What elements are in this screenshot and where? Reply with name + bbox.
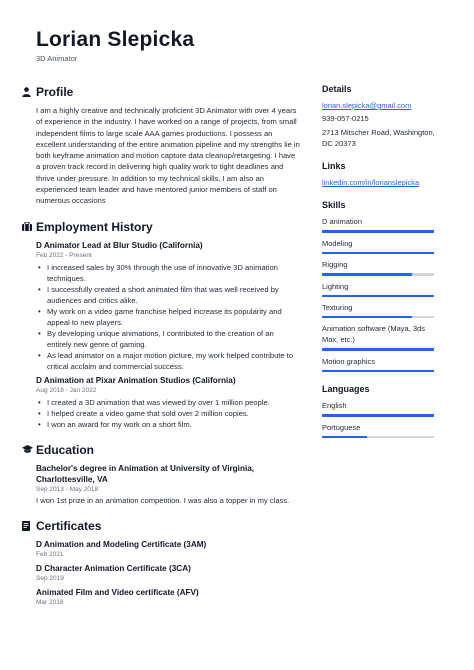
skill-level-bar <box>322 370 434 372</box>
skill-item <box>322 302 436 318</box>
certificates-section <box>22 518 300 608</box>
skill-level-fill <box>322 348 434 350</box>
skill-name: Rigging <box>322 260 348 270</box>
skills-section <box>322 200 436 372</box>
certificate-date: Mar 2018 <box>36 598 64 606</box>
details-title: Details <box>322 84 352 94</box>
skill-level-bar <box>322 273 434 275</box>
skills-title: Skills <box>322 200 346 211</box>
skill-name: Lighting <box>322 281 349 291</box>
skill-item <box>322 238 436 254</box>
certificate-entry <box>36 587 300 608</box>
skill-level-bar <box>322 230 434 232</box>
certificate-title: Animated Film and Video certificate (AFV) <box>36 587 199 597</box>
person-icon <box>22 87 36 97</box>
job-bullet: • By developing unique animations, I contributed to the creation of an entirely new genre of gaming. <box>36 328 300 350</box>
job-date: Feb 2022 - Present <box>36 251 92 259</box>
profile-section <box>22 84 300 207</box>
job-bullets <box>36 262 300 372</box>
languages-section <box>322 384 436 438</box>
skill-name: Modeling <box>322 238 353 248</box>
skill-name: D animation <box>322 217 363 227</box>
skill-level-fill <box>322 273 412 275</box>
job-bullet: • I created a 3D animation that was viewed by over 1 million people. <box>36 397 300 408</box>
job-bullet: • I won an award for my work on a short film. <box>36 419 300 430</box>
education-title: Education <box>36 442 95 457</box>
briefcase-icon <box>22 222 36 231</box>
degree-description: I won 1st prize in an animation competition. I was also a topper in my class. <box>36 495 290 505</box>
language-name: English <box>322 401 347 411</box>
email-link[interactable]: lorian.slepicka@gmail.com <box>322 101 412 110</box>
resume-header <box>36 28 194 63</box>
skill-item <box>322 323 436 350</box>
skill-level-fill <box>322 370 434 372</box>
certificate-title: D Animation and Modeling Certificate (3AM) <box>36 539 207 549</box>
profile-summary: I am a highly creative and technically proficient 3D Animator with over 4 years of experience in the industry. I have worked on a range of projects, from small independent films to large scale AAA games productions. I possess an excellent understanding of the entire animation pipeline and my strengths lie in both keyframe animation and motion capture data cleanup/retargeting. I have a proven track record in delivering high quality work to tight deadlines and thrive under pressure. In addition to my technical skills, I am also an experienced team leader and have mentored junior members of staff on numerous occasions <box>36 106 300 206</box>
candidate-job-title: 3D Animator <box>36 54 78 63</box>
skill-item <box>322 259 436 275</box>
employment-title: Employment History <box>36 219 153 234</box>
links-title: Links <box>322 161 346 172</box>
certificate-date: Feb 2021 <box>36 550 64 558</box>
education-section <box>22 442 300 506</box>
profile-title: Profile <box>36 85 74 99</box>
skill-item <box>322 356 436 372</box>
certificate-title: D Character Animation Certificate (3CA) <box>36 563 191 573</box>
skill-level-bar <box>322 252 434 254</box>
candidate-name: Lorian Slepicka <box>36 28 195 51</box>
graduation-cap-icon <box>22 445 36 454</box>
address: 2713 Mitscher Road, Washington, DC 20373 <box>322 127 435 148</box>
skill-level-fill <box>322 230 434 232</box>
education-heading <box>22 442 300 458</box>
skill-item <box>322 281 436 297</box>
degree-title: Bachelor's degree in Animation at University of Virginia, Charlottesville, VA <box>36 463 255 484</box>
job-bullet: • My work on a video game franchise helped increase its popularity and appeal to new players. <box>36 306 300 328</box>
language-item <box>322 422 436 438</box>
details-section <box>322 84 436 149</box>
certificate-entry <box>36 539 300 560</box>
skill-level-fill <box>322 295 434 297</box>
skill-level-fill <box>322 252 434 254</box>
job-title: D Animation at Pixar Animation Studios (California) <box>36 375 236 385</box>
profile-heading <box>22 84 300 100</box>
employment-section <box>22 219 300 430</box>
job-bullet: • As lead animator on a major motion picture, my work helped contribute to critical acclaim and commercial success. <box>36 350 300 372</box>
skill-level-fill <box>322 316 412 318</box>
certificates-title: Certificates <box>36 518 102 533</box>
skill-name: Motion graphics <box>322 356 375 366</box>
certificate-entry <box>36 563 300 584</box>
skill-level-bar <box>322 295 434 297</box>
sidebar <box>322 84 436 450</box>
language-item <box>322 400 436 416</box>
job-entry <box>36 240 300 372</box>
links-section <box>322 161 436 188</box>
job-bullet: • I successfully created a short animated film that was well received by audiences and critics alike. <box>36 284 300 306</box>
language-name: Portuguese <box>322 422 361 432</box>
job-date: Aug 2018 - Jan 2022 <box>36 386 97 394</box>
skill-level-bar <box>322 316 434 318</box>
language-level-fill <box>322 414 434 416</box>
employment-heading <box>22 219 300 235</box>
language-level-bar <box>322 436 434 438</box>
language-level-bar <box>322 414 434 416</box>
language-level-fill <box>322 436 367 438</box>
job-bullet: • I helped create a video game that sold over 2 million copies. <box>36 408 300 419</box>
languages-title: Languages <box>322 384 370 395</box>
linkedin-link[interactable]: linkedin.com/in/lorianslepicka <box>322 178 420 188</box>
certificates-heading <box>22 518 300 534</box>
skill-name: Animation software (Maya, 3ds Max, etc.) <box>322 324 425 345</box>
skill-item <box>322 216 436 232</box>
job-bullet: • I increased sales by 30% through the use of innovative 3D animation techniques. <box>36 262 300 284</box>
phone-number: 939-057-0215 <box>322 114 369 124</box>
main-column <box>22 84 300 620</box>
job-title: D Animator Lead at Blur Studio (California) <box>36 240 203 250</box>
job-entry <box>36 375 300 430</box>
job-bullets <box>36 397 300 430</box>
degree-date: Sep 2013 - May 2018 <box>36 485 99 493</box>
skill-level-bar <box>322 348 434 350</box>
certificate-date: Sep 2019 <box>36 574 64 582</box>
certificate-icon <box>22 521 36 531</box>
skill-name: Texturing <box>322 303 353 313</box>
education-entry <box>36 463 300 506</box>
